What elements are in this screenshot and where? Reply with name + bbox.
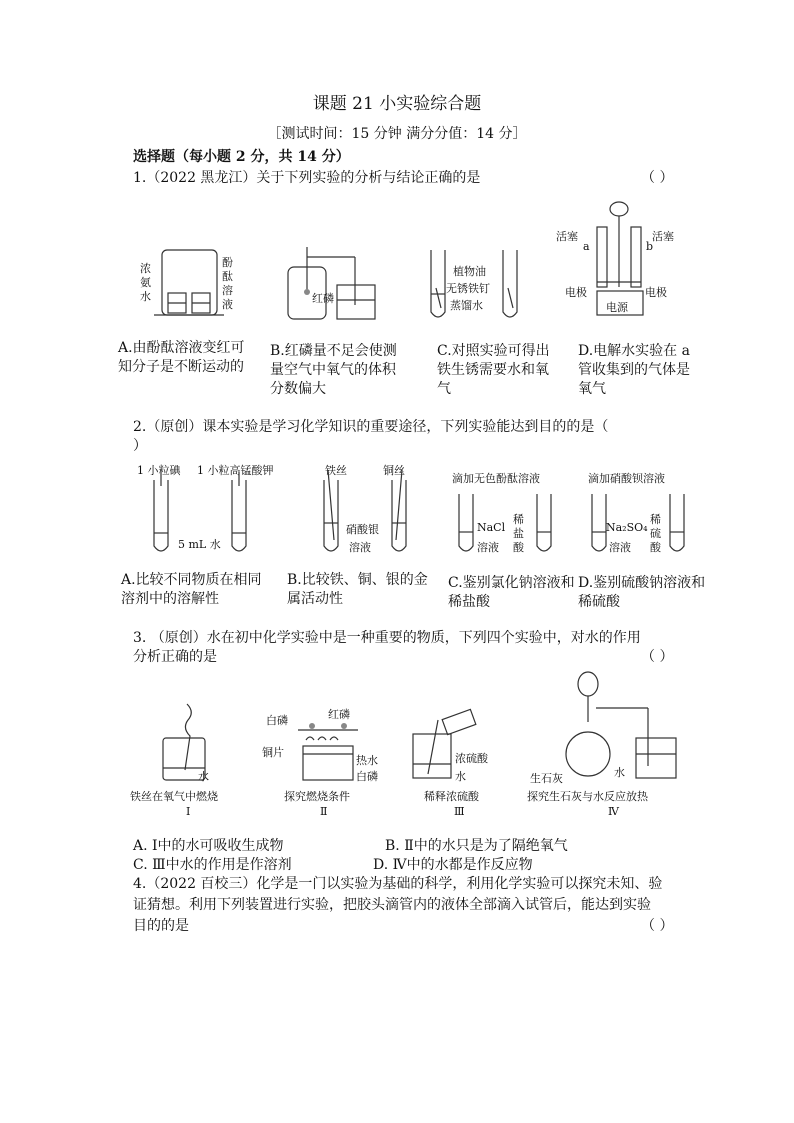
q3-label-water-1: 水 — [198, 770, 209, 783]
q2-label-bano3: 滴加硝酸钡溶液 — [588, 472, 665, 485]
q2-label-hcl-2: 盐 — [513, 527, 524, 540]
section-heading: 选择题（每小题 2 分，共 14 分） — [133, 149, 350, 165]
q1-label-ph-2: 酞 — [222, 270, 233, 283]
q1-option-a: A.由酚酞溶液变红可知分子是不断运动的 — [118, 340, 245, 375]
q3-figure-2-combustion — [298, 718, 358, 782]
q1-label-ph-1: 酚 — [222, 256, 233, 269]
q2-label-5ml-water: 5 mL 水 — [178, 538, 221, 551]
q1-label-a: a — [583, 240, 590, 253]
q2-option-a: A.比较不同物质在相同溶剂中的溶解性 — [121, 572, 262, 607]
q4-stem-continued-2: 目的的是 — [133, 918, 189, 934]
q1-option-d: D.电解水实验在 a 管收集到的气体是氧气 — [578, 343, 690, 397]
q3-figure-4-lime-heat — [560, 662, 700, 784]
q1-label-dist-water: 蒸馏水 — [450, 299, 483, 312]
q1-label-electrode-left: 电极 — [565, 286, 587, 299]
q2-stem-continued: ） — [133, 438, 147, 454]
q2-label-fe: 铁丝 — [325, 464, 347, 477]
q2-label-na2so4-1: Na₂SO₄ — [606, 521, 648, 534]
q3-label-red-p: 红磷 — [328, 708, 350, 721]
test-info: ［测试时间：15 分钟 满分分值：14 分］ — [267, 126, 527, 142]
q2-label-agno3-1: 硝酸银 — [346, 523, 379, 536]
q2-label-nacl-1: NaCl — [477, 521, 506, 534]
q3-figure-3-dilution — [410, 712, 480, 782]
q3-caption-4: 探究生石灰与水反应放热 — [527, 790, 648, 803]
q1-figure-a-ammonia-diffusion — [160, 245, 220, 325]
q3-number-1: Ⅰ — [186, 805, 191, 818]
q2-label-nacl-2: 溶液 — [477, 541, 499, 554]
q1-label-nh3-2: 氨 — [140, 276, 151, 289]
q3-stem: 3. （原创）水在初中化学实验中是一种重要的物质，下列四个实验中，对水的作用 — [133, 630, 641, 646]
q1-label-b: b — [646, 240, 654, 253]
q3-option-b: B. Ⅱ中的水只是为了隔绝氧气 — [385, 838, 568, 854]
q1-label-valve-right: 活塞 — [652, 230, 674, 243]
q1-label-red-p: 红磷 — [312, 292, 334, 305]
q3-label-white-p: 白磷 — [266, 714, 288, 727]
q1-label-valve-left: 活塞 — [556, 230, 578, 243]
q3-stem-continued: 分析正确的是 — [133, 649, 217, 665]
q2-label-cu: 铜丝 — [383, 464, 405, 477]
q3-caption-1: 铁丝在氧气中燃烧 — [130, 790, 218, 803]
q4-stem: 4.（2022 百校三）化学是一门以实验为基础的科学，利用化学实验可以探究未知、验 — [133, 876, 663, 892]
q2-label-agno3-2: 溶液 — [349, 541, 371, 554]
q2-label-phenolphthalein: 滴加无色酚酞溶液 — [452, 472, 540, 485]
q3-label-water-4: 水 — [614, 766, 625, 779]
q3-option-c: C. Ⅲ中水的作用是作溶剂 — [133, 857, 292, 873]
q3-label-water-3: 水 — [455, 770, 466, 783]
page-title: 课题 21 小实验综合题 — [312, 94, 482, 114]
q2-label-na2so4-2: 溶液 — [609, 541, 631, 554]
q2-option-d: D.鉴别硫酸钠溶液和稀硫酸 — [578, 575, 706, 610]
q2-label-hcl-3: 酸 — [513, 541, 524, 554]
q2-label-h2so4-3: 酸 — [650, 541, 661, 554]
q2-label-hcl-1: 稀 — [513, 513, 524, 526]
q2-option-c: C.鉴别氯化钠溶液和稀盐酸 — [448, 575, 575, 610]
q3-option-d: D. Ⅳ中的水都是作反应物 — [373, 857, 533, 873]
q3-caption-3: 稀释浓硫酸 — [424, 790, 479, 803]
q3-answer-paren: （ ） — [641, 649, 674, 665]
q3-label-cu-sheet: 铜片 — [262, 746, 284, 759]
q2-stem: 2.（原创）课本实验是学习化学知识的重要途径，下列实验能达到目的的是（ — [133, 419, 609, 435]
q2-label-iodine: 1 小粒碘 — [137, 464, 181, 477]
q3-number-3: Ⅲ — [454, 805, 465, 818]
q1-stem: 1.（2022 黑龙江）关于下列实验的分析与结论正确的是 — [133, 170, 481, 186]
q1-label-ph-4: 液 — [222, 298, 233, 311]
q1-label-oil: 植物油 — [453, 265, 486, 278]
q1-label-ph-3: 溶 — [222, 284, 233, 297]
q2-label-h2so4-1: 稀 — [650, 513, 661, 526]
q3-label-white-p-2: 白磷 — [356, 770, 378, 783]
q3-label-conc-h2so4: 浓硫酸 — [455, 752, 488, 765]
q3-number-4: Ⅳ — [608, 805, 619, 818]
q1-answer-paren: （ ） — [641, 170, 674, 186]
q3-label-hot-water: 热水 — [356, 754, 378, 767]
q2-option-b: B.比较铁、铜、银的金属活动性 — [287, 572, 428, 607]
q3-option-a: A. Ⅰ中的水可吸收生成物 — [133, 838, 284, 854]
q1-label-nh3-1: 浓 — [140, 262, 151, 275]
q1-option-b: B.红磷量不足会使测量空气中氧气的体积分数偏大 — [270, 343, 397, 397]
q3-label-lime: 生石灰 — [530, 772, 563, 785]
q1-label-nail: 无锈铁钉 — [446, 282, 490, 295]
q1-figure-b-red-phosphorus — [285, 245, 380, 325]
q1-label-nh3-3: 水 — [140, 290, 151, 303]
q1-label-electrode-right: 电极 — [645, 286, 667, 299]
q3-number-2: Ⅱ — [320, 805, 328, 818]
q2-label-h2so4-2: 硫 — [650, 527, 661, 540]
q4-answer-paren: （ ） — [641, 918, 674, 934]
q2-label-kmno4: 1 小粒高锰酸钾 — [197, 464, 274, 477]
q1-option-c: C.对照实验可得出铁生锈需要水和氧气 — [437, 343, 550, 397]
q1-label-power: 电源 — [606, 301, 628, 314]
q4-stem-continued: 证猜想。利用下列装置进行实验，把胶头滴管内的液体全部滴入试管后，能达到实验 — [133, 897, 651, 913]
q3-caption-2: 探究燃烧条件 — [284, 790, 350, 803]
